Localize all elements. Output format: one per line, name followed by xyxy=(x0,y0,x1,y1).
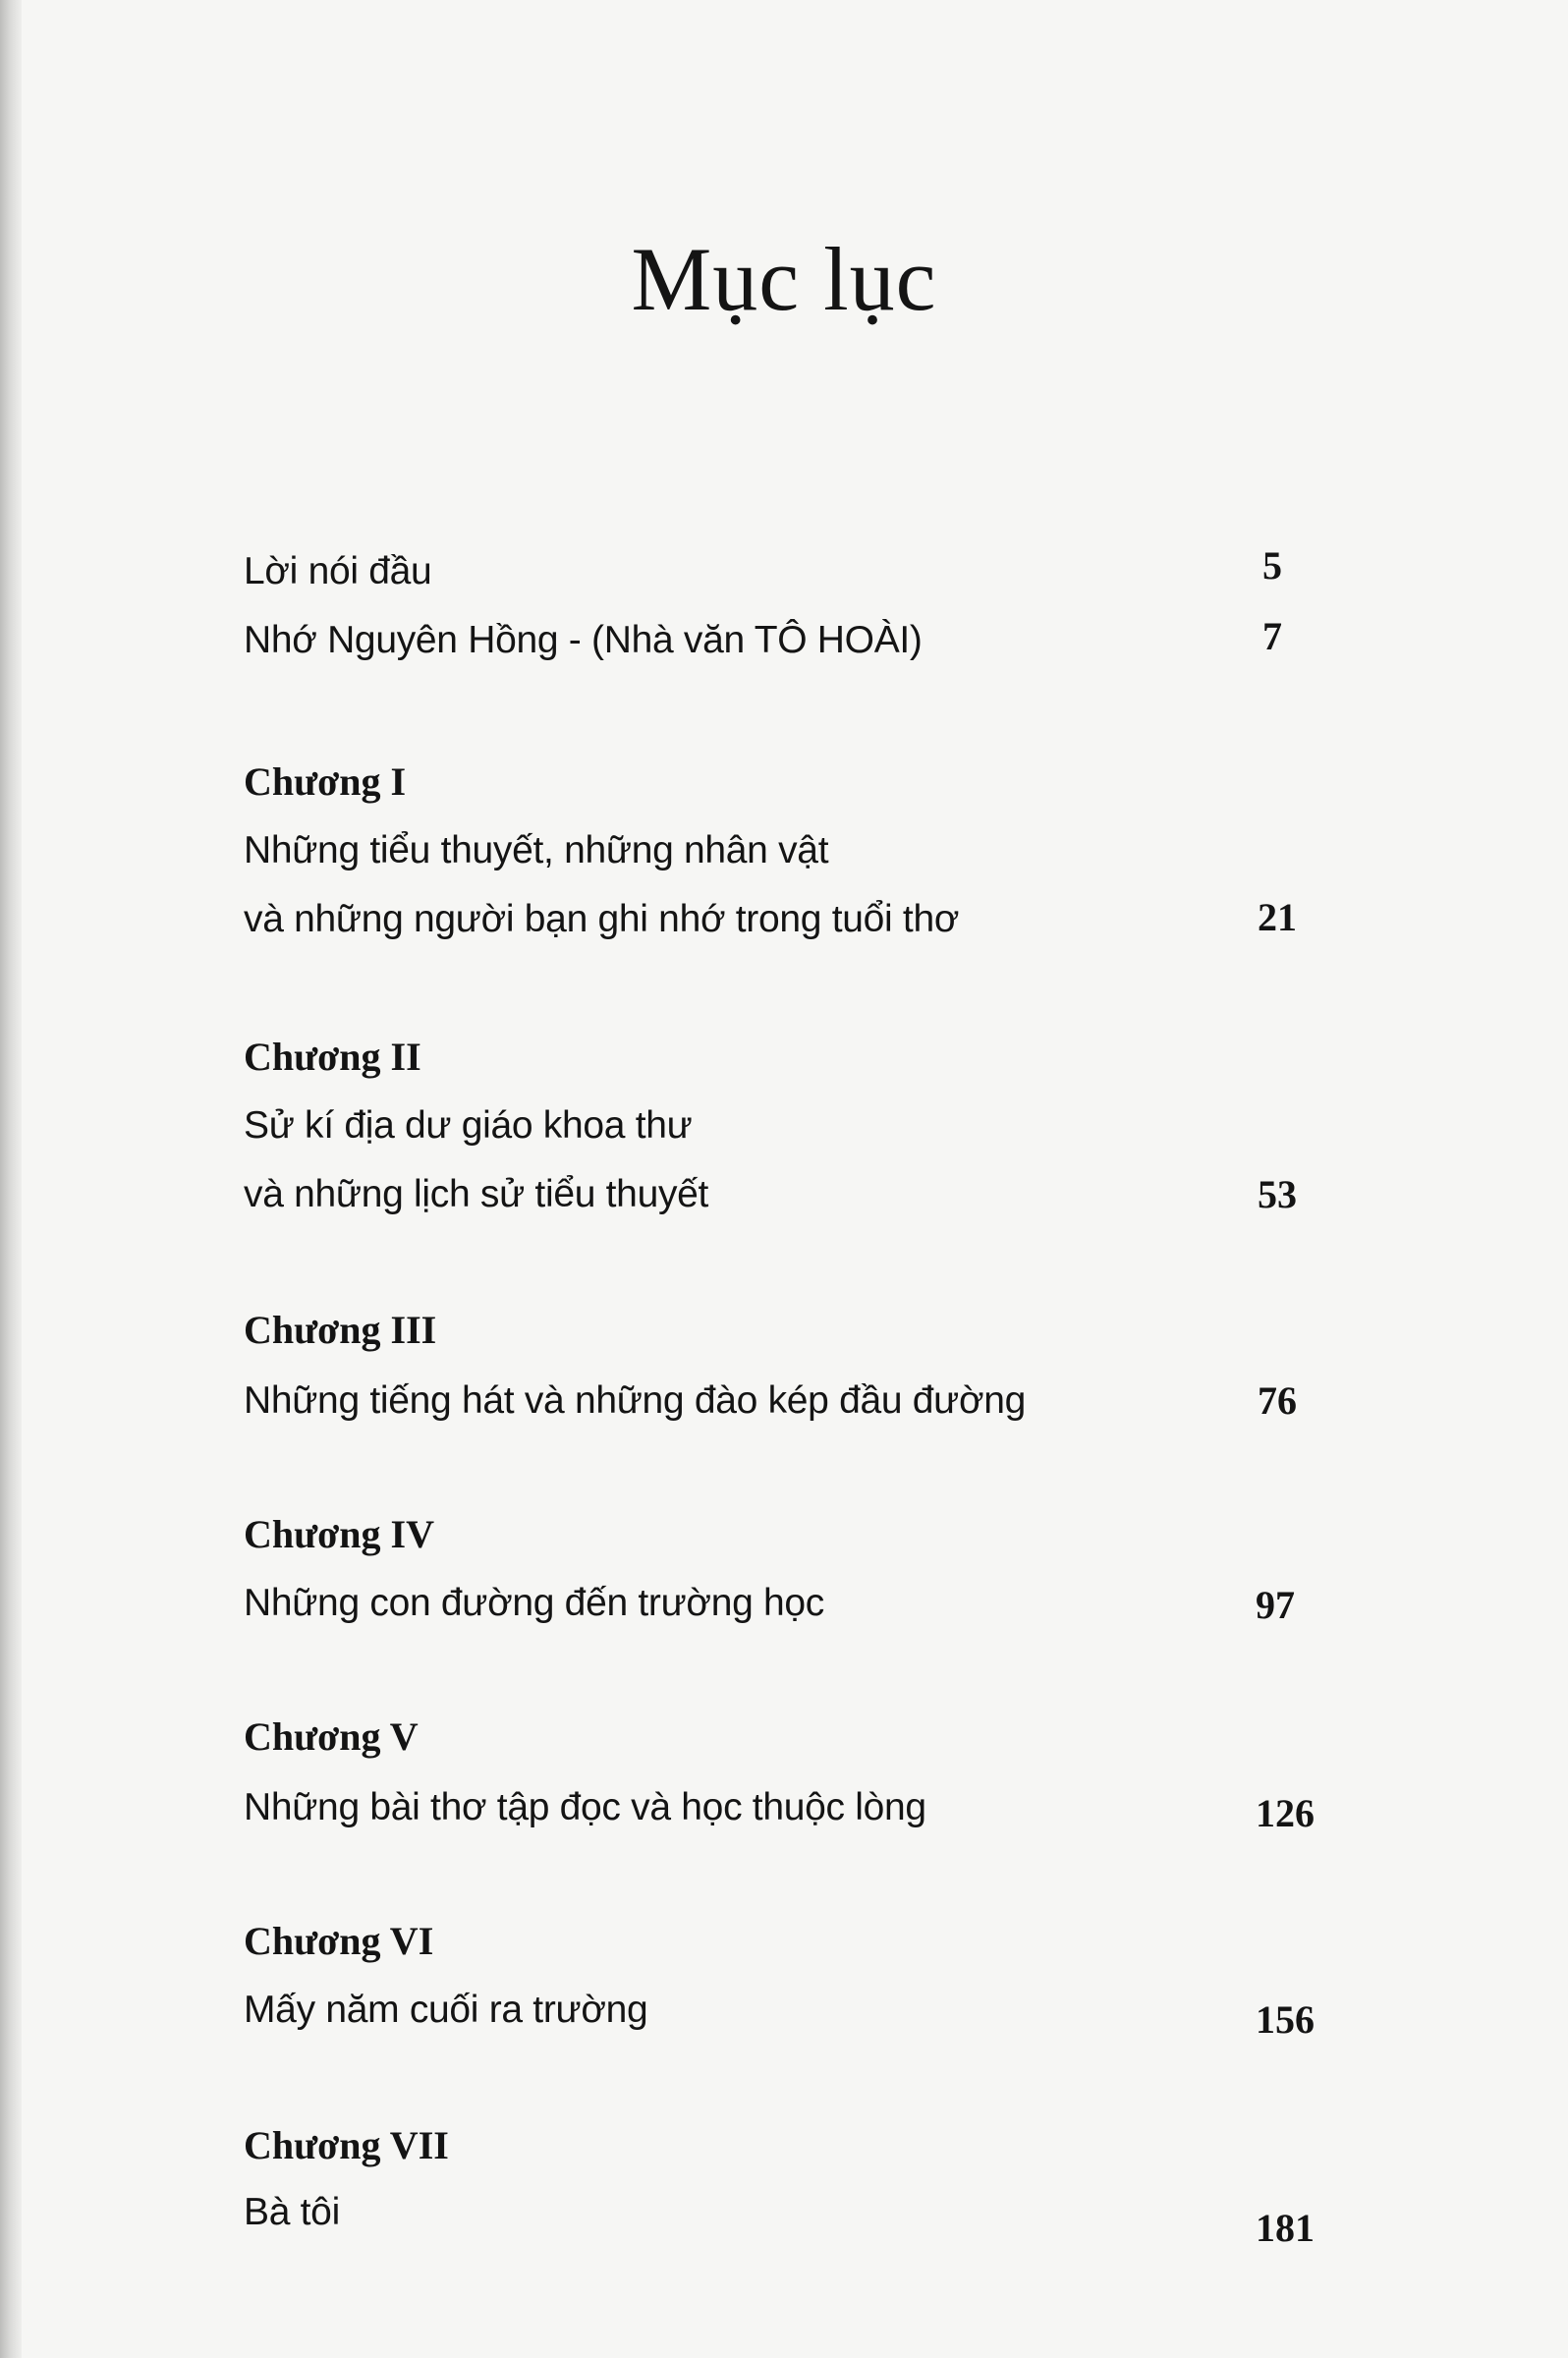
chapter-page-number: 181 xyxy=(1256,2206,1315,2250)
chapter-page-number: 53 xyxy=(1258,1172,1297,1216)
chapter-heading: Chương III xyxy=(244,1308,437,1352)
chapter-title-line: Những tiếng hát và những đào kép đầu đường xyxy=(244,1379,1027,1422)
chapter-title-line: Mấy năm cuối ra trường xyxy=(244,1989,648,2031)
chapter-title-line: Những bài thơ tập đọc và học thuộc lòng xyxy=(244,1786,926,1828)
page-gutter-shadow xyxy=(0,0,22,2358)
chapter-heading: Chương VII xyxy=(244,2123,449,2167)
chapter-page-number: 21 xyxy=(1258,895,1297,939)
chapter-title-line: Sử kí địa dư giáo khoa thư xyxy=(244,1104,693,1147)
chapter-heading: Chương I xyxy=(244,759,407,804)
chapter-heading: Chương IV xyxy=(244,1512,434,1556)
toc-entry-page: 7 xyxy=(1262,614,1282,658)
chapter-title-line: Bà tôi xyxy=(244,2191,340,2233)
chapter-page-number: 76 xyxy=(1258,1378,1297,1423)
chapter-heading: Chương II xyxy=(244,1035,421,1079)
chapter-page-number: 126 xyxy=(1256,1791,1315,1835)
chapter-title-line: và những người bạn ghi nhớ trong tuổi thơ xyxy=(244,898,960,940)
chapter-page-number: 156 xyxy=(1256,1997,1315,2042)
chapter-title-line: Những con đường đến trường học xyxy=(244,1582,824,1624)
toc-entry-page: 5 xyxy=(1262,543,1282,588)
page-title: Mục lục xyxy=(631,229,937,329)
toc-entry-title: Lời nói đầu xyxy=(244,550,432,592)
chapter-title-line: và những lịch sử tiểu thuyết xyxy=(244,1173,709,1215)
chapter-heading: Chương V xyxy=(244,1714,419,1759)
chapter-page-number: 97 xyxy=(1256,1583,1295,1627)
chapter-heading: Chương VI xyxy=(244,1919,434,1963)
chapter-title-line: Những tiểu thuyết, những nhân vật xyxy=(244,829,829,871)
toc-entry-title: Nhớ Nguyên Hồng - (Nhà văn TÔ HOÀI) xyxy=(244,619,923,661)
